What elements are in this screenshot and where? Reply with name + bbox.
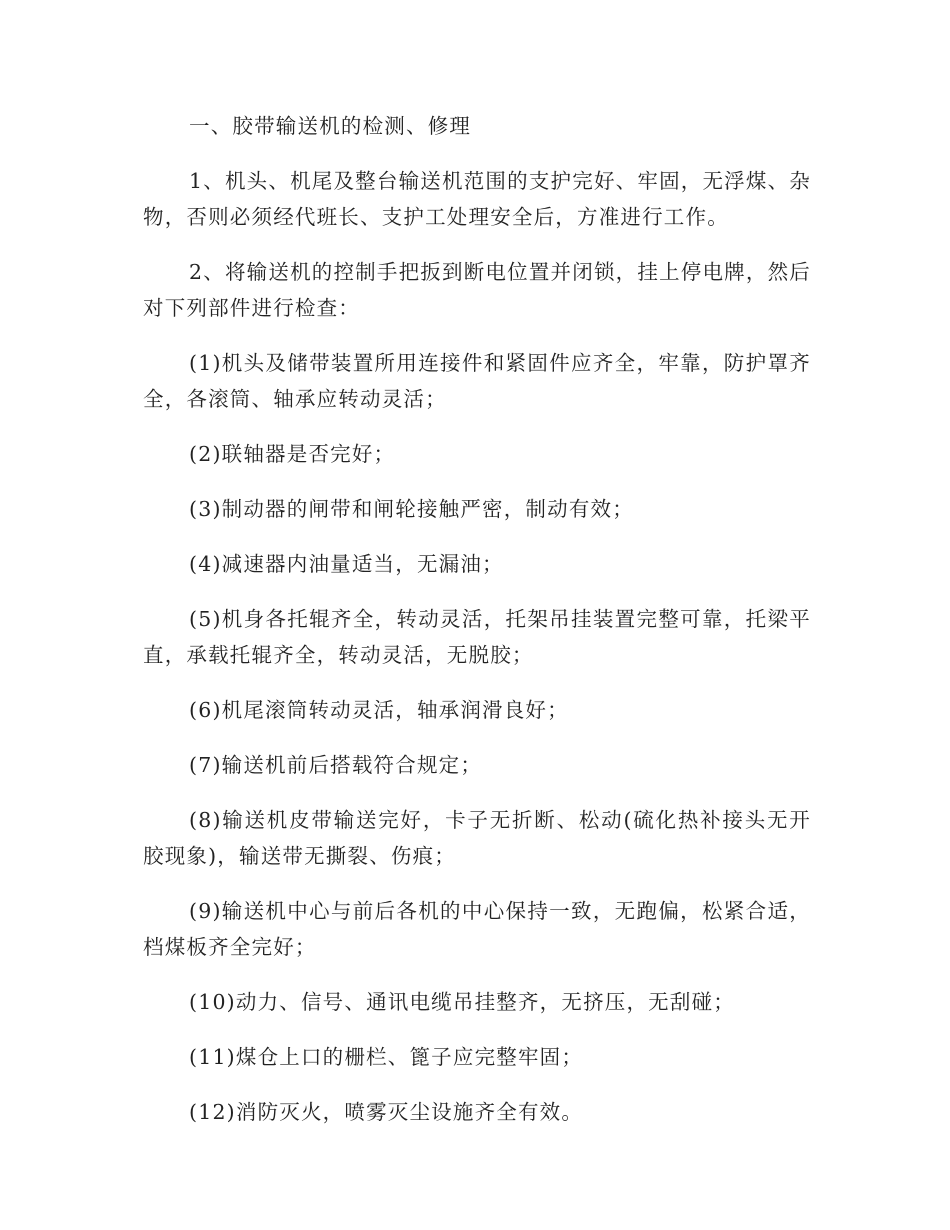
list-item-10: (10)动力、信号、通讯电缆吊挂整齐，无挤压，无刮碰； xyxy=(189,990,735,1014)
list-item-2: (2)联轴器是否完好； xyxy=(189,442,396,466)
list-item-1: (1)机头及储带装置所用连接件和紧固件应齐全，牢靠，防护罩齐全，各滚筒、轴承应转动灵活； xyxy=(143,351,811,411)
section-title: 一、胶带输送机的检测、修理 xyxy=(189,114,472,138)
list-item-3: (3)制动器的闸带和闸轮接触严密，制动有效； xyxy=(189,497,634,521)
list-item-5: (5)机身各托辊齐全，转动灵活，托架吊挂装置完整可靠，托梁平直，承载托辊齐全，转动灵活，无脱胶； xyxy=(143,607,811,667)
list-item-7: (7)输送机前后搭载符合规定； xyxy=(189,753,483,777)
paragraph-1: 1、机头、机尾及整台输送机范围的支护完好、牢固，无浮煤、杂物，否则必须经代班长、支护工处理安全后，方准进行工作。 xyxy=(143,169,811,229)
document-body xyxy=(143,108,811,1149)
list-item-4: (4)减速器内油量适当，无漏油； xyxy=(189,552,504,576)
list-item-9: (9)输送机中心与前后各机的中心保持一致，无跑偏，松紧合适，档煤板齐全完好； xyxy=(143,899,811,959)
list-item-8: (8)输送机皮带输送完好，卡子无折断、松动(硫化热补接头无开胶现象)，输送带无撕裂、伤痕； xyxy=(143,808,811,868)
list-item-6: (6)机尾滚筒转动灵活，轴承润滑良好； xyxy=(189,698,569,722)
list-item-12: (12)消防灭火，喷雾灭尘设施齐全有效。 xyxy=(189,1100,584,1124)
paragraph-2: 2、将输送机的控制手把扳到断电位置并闭锁，挂上停电牌，然后对下列部件进行检查： xyxy=(143,260,811,320)
list-item-11: (11)煤仓上口的栅栏、篦子应完整牢固； xyxy=(189,1045,584,1069)
